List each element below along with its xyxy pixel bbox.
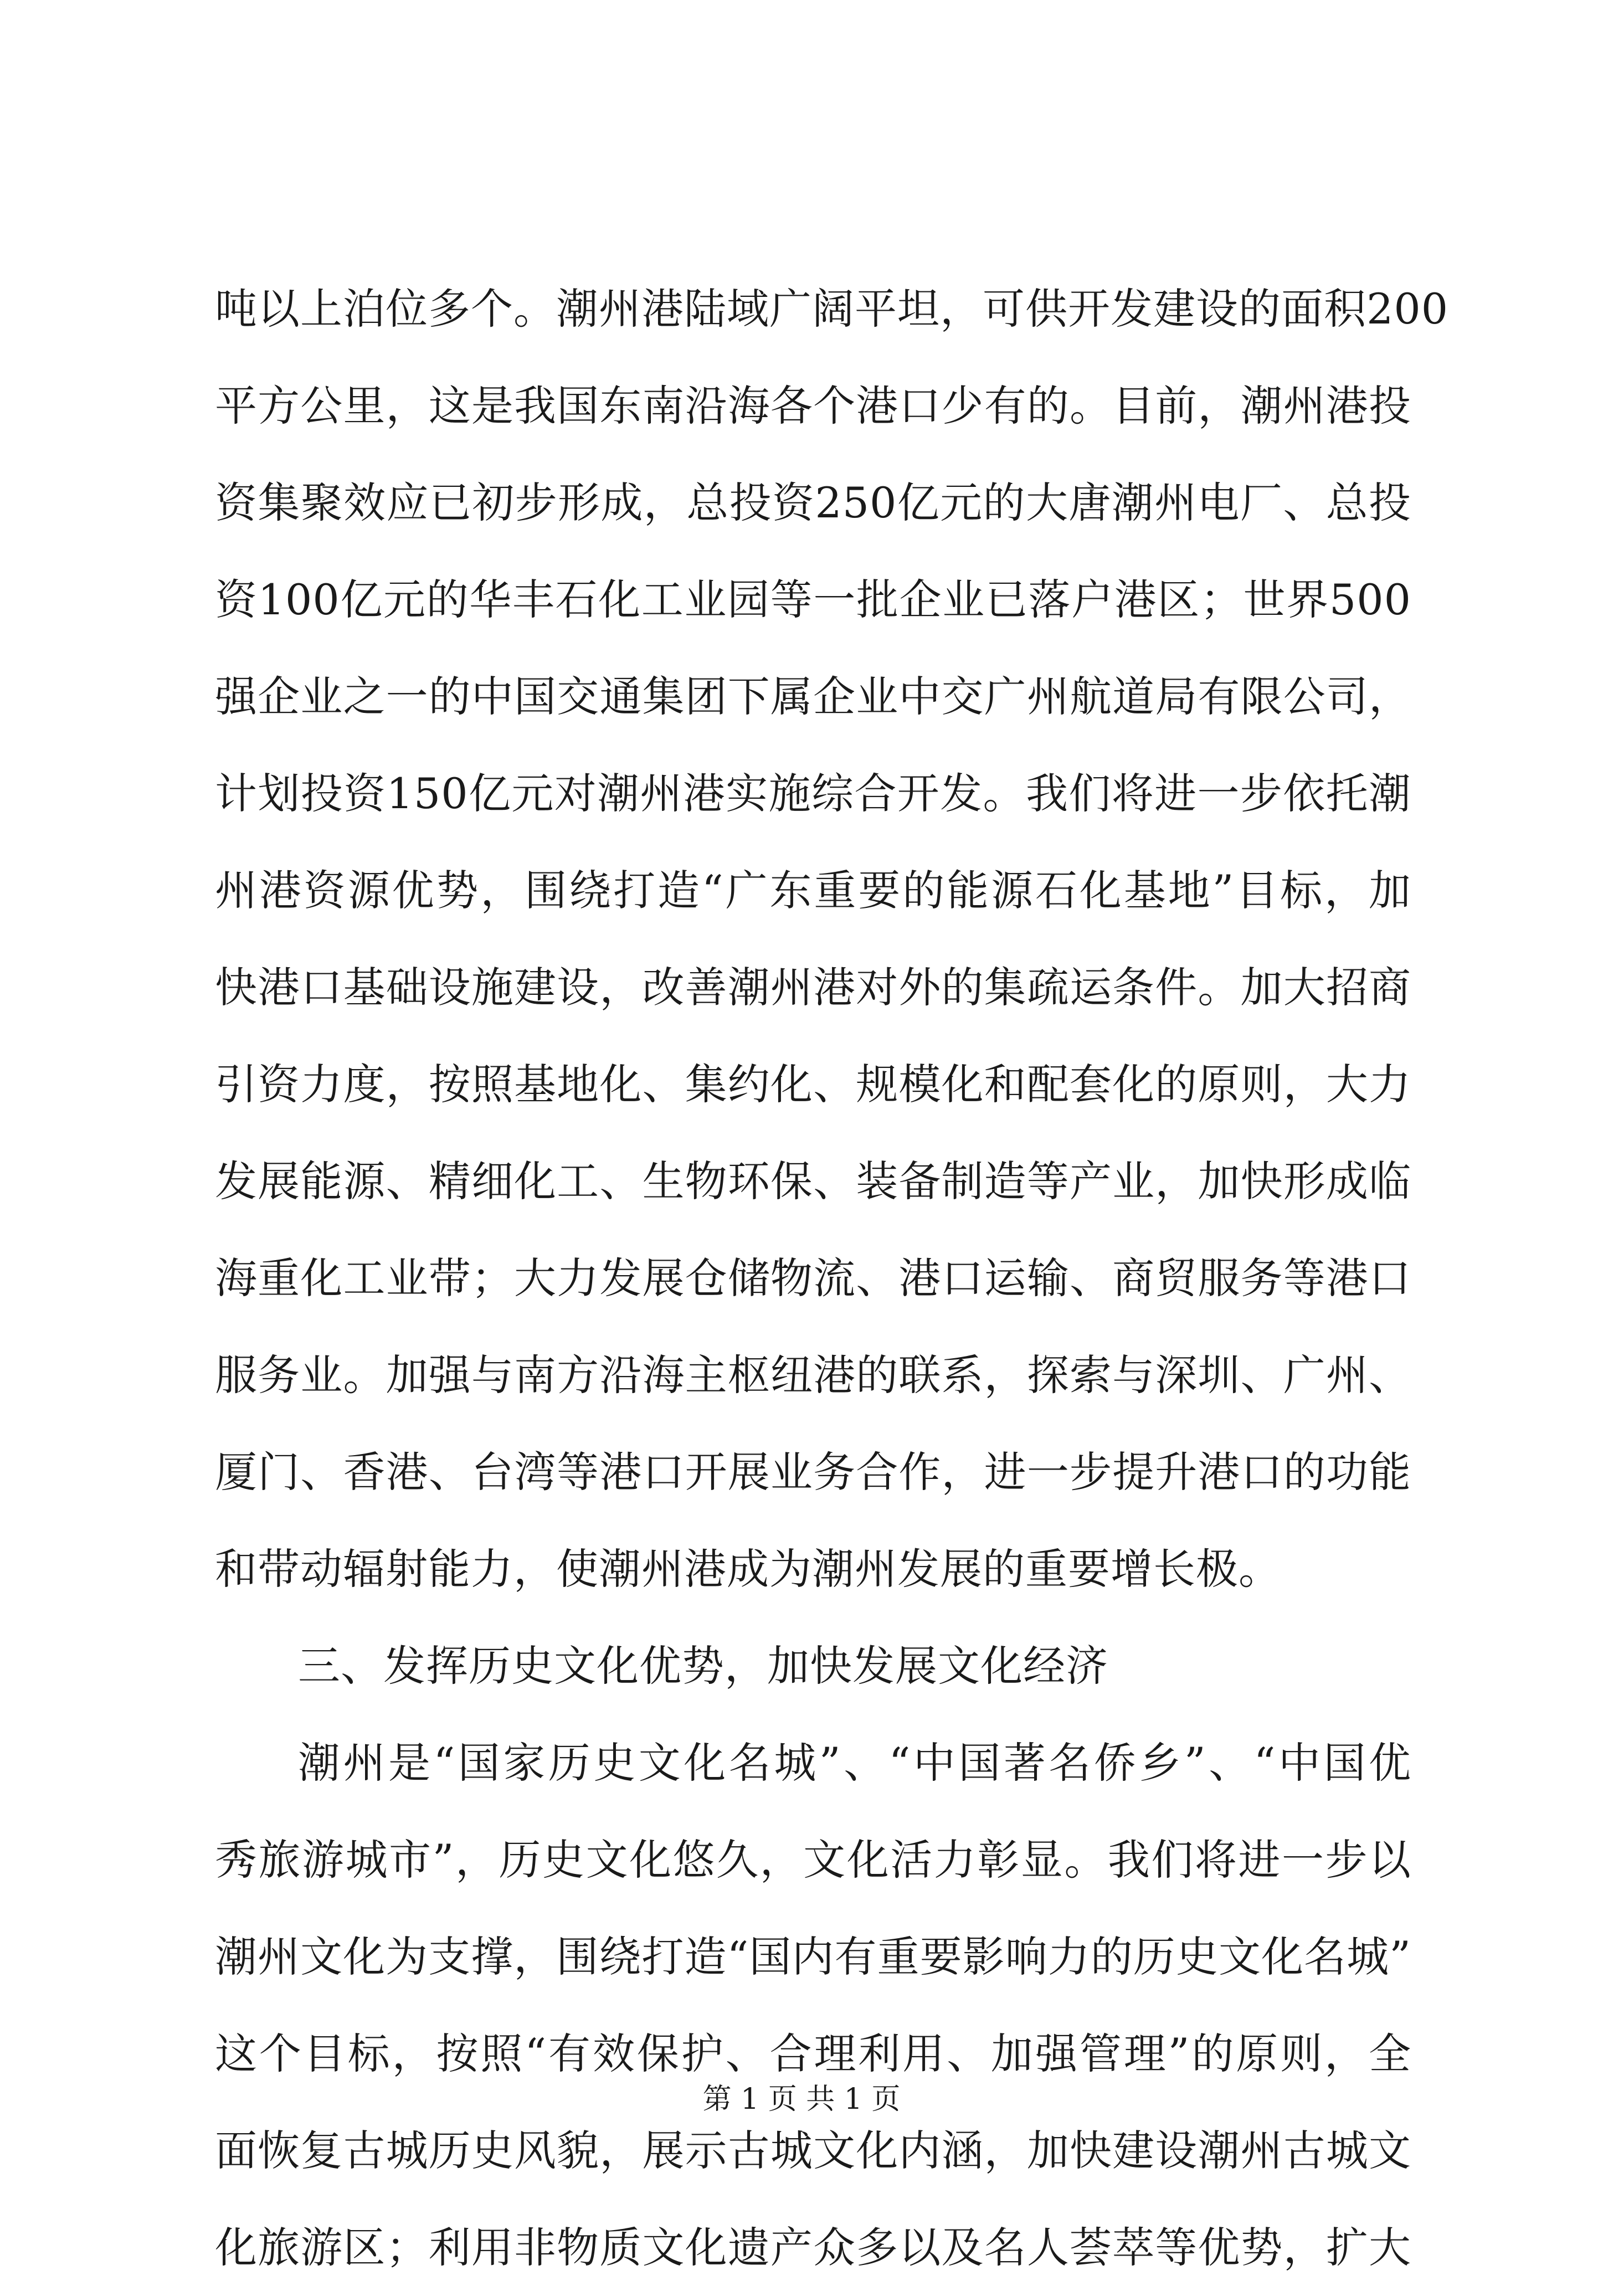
section-heading: 三、发挥历史文化优势，加快发展文化经济: [298, 1641, 1108, 1691]
text-line: 计划投资150亿元对潮州港实施综合开发。我们将进一步依托潮: [215, 769, 1411, 818]
text-line: 发展能源、精细化工、生物环保、装备制造等产业，加快形成临: [215, 1157, 1411, 1206]
text-line: 服务业。加强与南方沿海主枢纽港的联系，探索与深圳、广州、: [215, 1350, 1411, 1400]
text-line: 吨以上泊位多个。潮州港陆域广阔平坦，可供开发建设的面积200: [215, 284, 1449, 333]
text-line: 资集聚效应已初步形成，总投资250亿元的大唐潮州电厂、总投: [215, 478, 1411, 527]
text-line: 这个目标，按照“有效保护、合理利用、加强管理”的原则，全: [215, 2029, 1411, 2078]
text-line: 潮州是“国家历史文化名城”、“中国著名侨乡”、“中国优: [298, 1738, 1411, 1788]
text-line: 秀旅游城市”，历史文化悠久，文化活力彰显。我们将进一步以: [215, 1835, 1411, 1884]
document-body: [215, 260, 1449, 2296]
text-line: 潮州文化为支撑，围绕打造“国内有重要影响力的历史文化名城”: [215, 1932, 1411, 1981]
page-number-footer: 第 1 页 共 1 页: [702, 2083, 901, 2116]
text-line: 海重化工业带；大力发展仓储物流、港口运输、商贸服务等港口: [215, 1254, 1411, 1303]
text-line: 化旅游区；利用非物质文化遗产众多以及名人荟萃等优势，扩大: [215, 2223, 1411, 2272]
text-line: 引资力度，按照基地化、集约化、规模化和配套化的原则，大力: [215, 1060, 1411, 1109]
text-line: 强企业之一的中国交通集团下属企业中交广州航道局有限公司，: [215, 672, 1411, 721]
text-line: 厦门、香港、台湾等港口开展业务合作，进一步提升港口的功能: [215, 1447, 1411, 1497]
text-line: 面恢复古城历史风貌，展示古城文化内涵，加快建设潮州古城文: [215, 2126, 1411, 2175]
text-line: 和带动辐射能力，使潮州港成为潮州发展的重要增长极。: [215, 1544, 1281, 1594]
text-line: 州港资源优势，围绕打造“广东重要的能源石化基地”目标，加: [215, 866, 1411, 915]
text-line: 资100亿元的华丰石化工业园等一批企业已落户港区；世界500: [215, 575, 1411, 624]
text-line: 快港口基础设施建设，改善潮州港对外的集疏运条件。加大招商: [215, 963, 1411, 1012]
text-line: 平方公里，这是我国东南沿海各个港口少有的。目前，潮州港投: [215, 381, 1411, 430]
